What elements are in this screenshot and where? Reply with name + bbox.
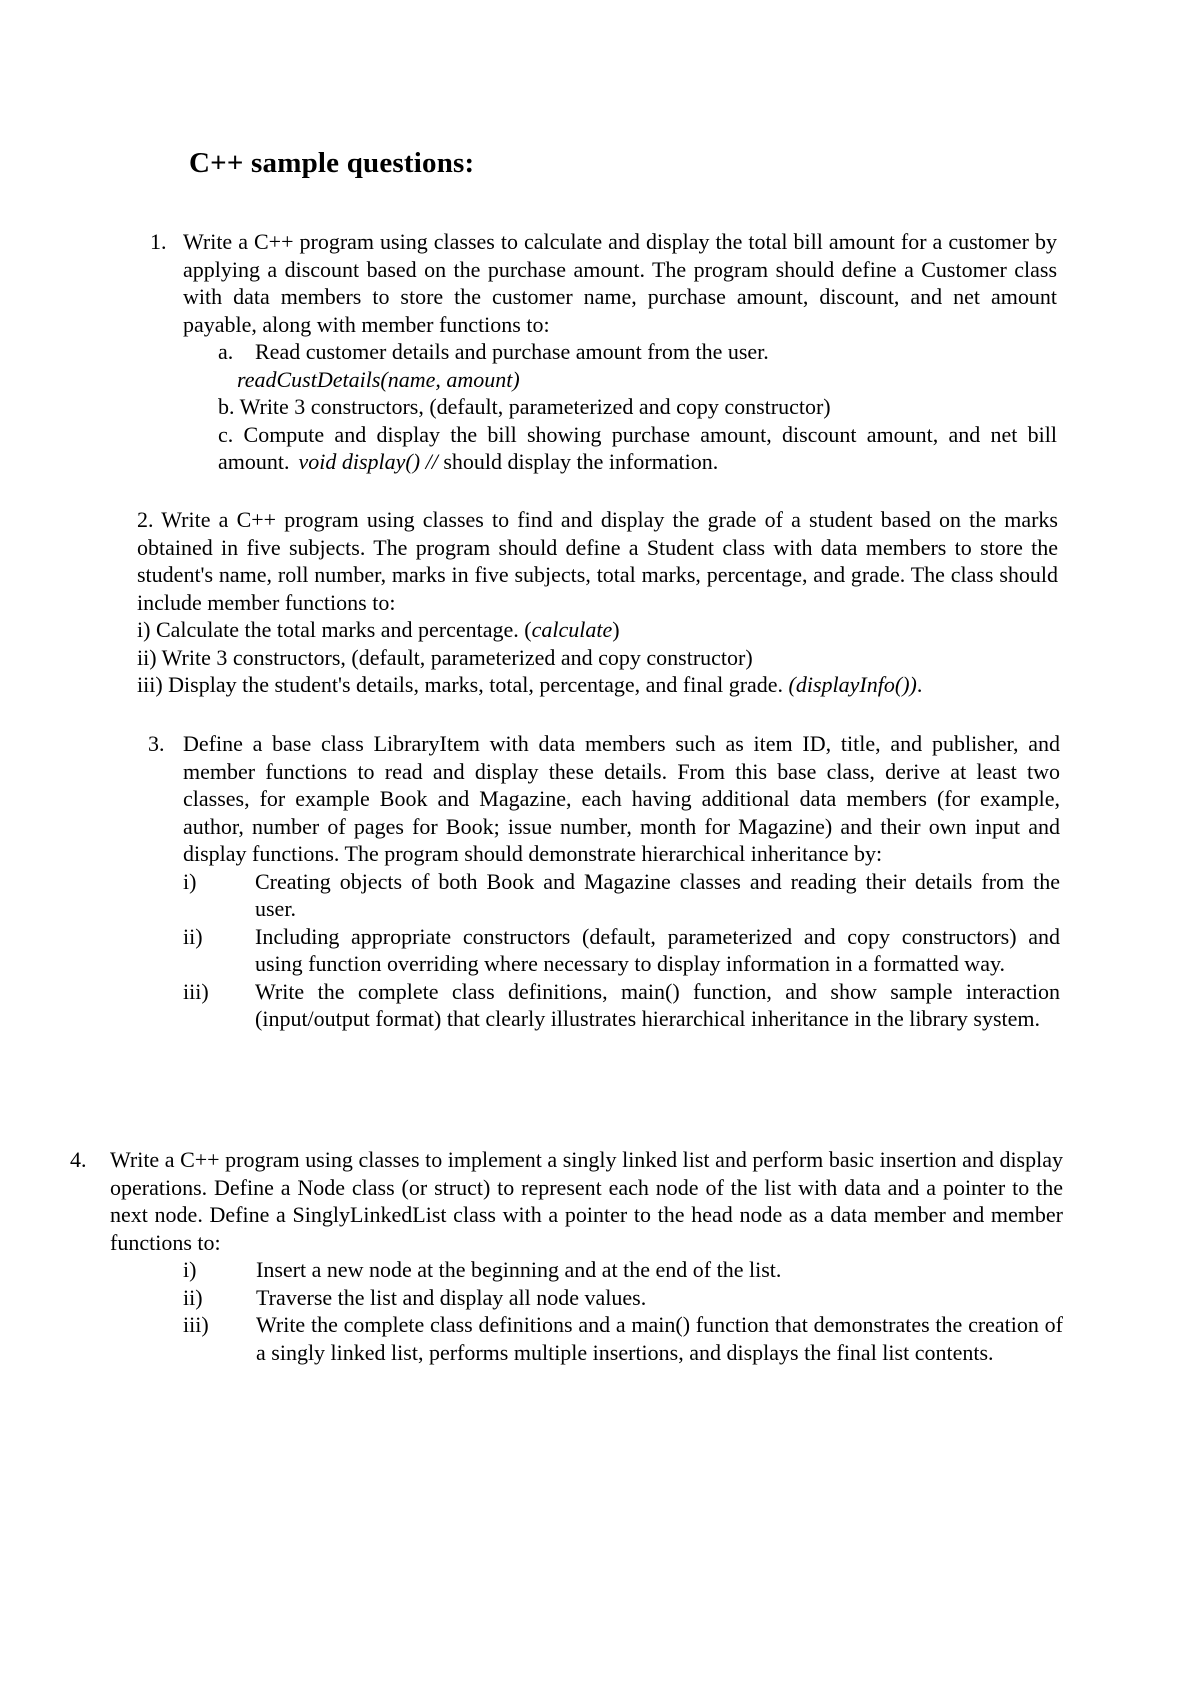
subitem-c-text: Compute and display the bill showing purchase amount, discount amount, and net bill amount. bbox=[218, 421, 1057, 474]
question-3-number: 3. bbox=[148, 731, 165, 756]
question-3 bbox=[148, 730, 1060, 1033]
question-1-function-signature: readCustDetails(name, amount) bbox=[237, 366, 520, 392]
question-3-item-iii bbox=[148, 978, 1060, 1033]
question-3-item-i bbox=[148, 868, 1060, 923]
item-iii-period: . bbox=[916, 672, 923, 697]
question-4-body: Write a C++ program using classes to implement a singly linked list and perform basic insertion and display operations. Define a Node class (or struct) to represent each node of the list with data and a pointer to the next node. Define a SinglyLinkedList class with a pointer to the head node as a data member and member functions to: bbox=[110, 1147, 1063, 1255]
question-4-number: 4. bbox=[70, 1147, 87, 1172]
subitem-a-label: a. bbox=[218, 339, 234, 364]
roman-label-iii: iii) bbox=[183, 978, 209, 1004]
question-2-item-ii: ii) Write 3 constructors, (default, parameterized and copy constructor) bbox=[137, 644, 753, 670]
question-3-body: Define a base class LibraryItem with data members such as item ID, title, and publisher, and member functions to read and display these details. From this base class, derive at least two classes, for example Book and Magazine, each having additional data members (for example, author, number of pages for Book; issue number, month for Magazine) and their own input and display functions. The program should demonstrate hierarchical inheritance by: bbox=[183, 731, 1060, 866]
question-2 bbox=[137, 506, 1058, 699]
item-i-close: ) bbox=[612, 617, 620, 642]
question-1-subitem-b bbox=[218, 393, 1057, 421]
roman-label-ii: ii) bbox=[183, 1284, 203, 1310]
subitem-c-comment: should display the information. bbox=[437, 449, 719, 474]
question-3-paragraph bbox=[148, 730, 1060, 868]
subitem-c-label: c. bbox=[218, 421, 234, 447]
subitem-c-code: void display() // bbox=[298, 449, 438, 474]
roman-label-i: i) bbox=[183, 1257, 197, 1282]
question-4 bbox=[70, 1146, 1063, 1366]
question-1-subitem-a bbox=[218, 338, 1057, 366]
roman-text-iii: Write the complete class definitions and a main() function that demonstrates the creation of a singly linked list, performs multiple insertions, and displays the final list contents. bbox=[256, 1312, 1063, 1365]
item-iii-code: (displayInfo()) bbox=[788, 672, 917, 697]
question-1-number: 1. bbox=[150, 229, 167, 254]
question-2-item-iii bbox=[137, 671, 1058, 699]
question-1-paragraph bbox=[150, 228, 1057, 338]
question-1-subitem-c bbox=[218, 421, 1057, 476]
roman-text-iii: Write the complete class definitions, main() function, and show sample interaction (input/output format) that clearly illustrates hierarchical inheritance in the library system. bbox=[255, 978, 1060, 1031]
subitem-b-label: b. bbox=[218, 394, 235, 419]
item-iii-text: iii) Display the student's details, marks, total, percentage, and final grade. bbox=[137, 672, 789, 697]
roman-text-ii: Traverse the list and display all node values. bbox=[256, 1284, 647, 1310]
question-2-item-i bbox=[137, 616, 1058, 644]
roman-text-i: Insert a new node at the beginning and at the end of the list. bbox=[256, 1257, 782, 1282]
question-1 bbox=[150, 228, 1057, 476]
roman-text-i: Creating objects of both Book and Magazine classes and reading their details from the user. bbox=[255, 868, 1060, 921]
question-3-item-ii bbox=[148, 923, 1060, 978]
question-1-body: Write a C++ program using classes to calculate and display the total bill amount for a customer by applying a discount based on the purchase amount. The program should define a Customer class with data members to store the customer name, purchase amount, discount, and net amount payable, along with member functions to: bbox=[183, 229, 1057, 337]
subitem-a-text: Read customer details and purchase amount from the user. bbox=[255, 339, 769, 364]
subitem-b-text: Write 3 constructors, (default, parameterized and copy constructor) bbox=[234, 394, 831, 419]
page-title: C++ sample questions: bbox=[189, 147, 475, 179]
roman-text-ii: Including appropriate constructors (default, parameterized and copy constructors) and using function overriding where necessary to display information in a formatted way. bbox=[255, 923, 1060, 976]
question-2-body: 2. Write a C++ program using classes to find and display the grade of a student based on the marks obtained in five subjects. The program should define a Student class with data members to store the student's name, roll number, marks in five subjects, total marks, percentage, and grade. The class should include member functions to: bbox=[137, 507, 1058, 615]
question-4-item-i bbox=[70, 1256, 1063, 1284]
roman-label-i: i) bbox=[183, 868, 197, 894]
item-i-code: calculate bbox=[531, 617, 613, 642]
question-4-item-iii bbox=[70, 1311, 1063, 1366]
question-4-paragraph bbox=[70, 1146, 1063, 1256]
question-4-item-ii bbox=[70, 1284, 1063, 1312]
roman-label-iii: iii) bbox=[183, 1312, 209, 1337]
roman-label-ii: ii) bbox=[183, 923, 203, 949]
item-i-text: i) Calculate the total marks and percentage. ( bbox=[137, 617, 532, 642]
